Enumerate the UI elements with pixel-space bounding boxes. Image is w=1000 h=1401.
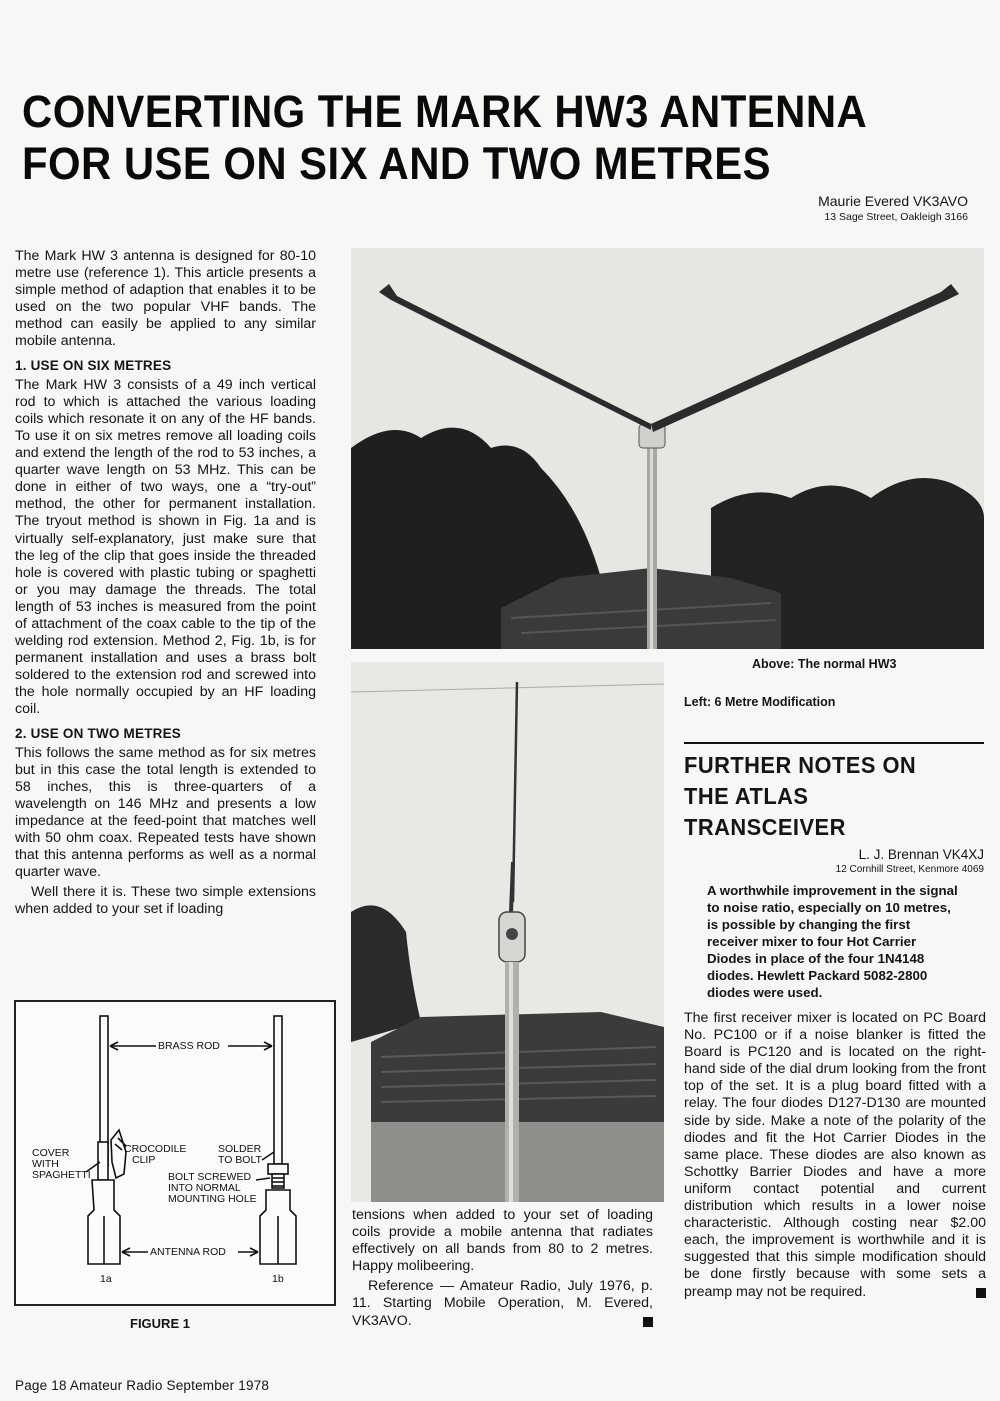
- article-title-line1: CONVERTING THE MARK HW3 ANTENNA: [22, 86, 868, 137]
- section2-paragraph: This follows the same method as for six metres but in this case the total length is extended to 58 inches, this is three-quarters of a wavelength on 146 MHz and presents a low impedance at the feed-point that matches well with 50 ohm coax. Repeated tests have shown that this antenna performs as well as a normal quarter wave.: [15, 744, 316, 881]
- sidebar-title-line2: THE ATLAS: [684, 783, 809, 809]
- section2-heading: 2. USE ON TWO METRES: [15, 725, 182, 741]
- middle-continuation: [352, 1207, 653, 1330]
- label-1b: 1b: [272, 1273, 284, 1285]
- author-name: Maurie Evered VK3AVO: [818, 193, 968, 209]
- photo-6m-modification: [351, 662, 664, 1202]
- article-title-line2: FOR USE ON SIX AND TWO METRES: [22, 138, 771, 189]
- label-croc-2: CLIP: [132, 1154, 156, 1166]
- label-solder-1: SOLDER: [218, 1143, 262, 1155]
- sidebar-body-paragraph: [684, 1010, 986, 1301]
- intro-paragraph: The Mark HW 3 antenna is designed for 80-10 metre use (reference 1). This article presents a simple method of adaption that enables it to be used on the two popular VHF bands. The method can easily be applied to any similar mobile antenna.: [15, 248, 316, 350]
- left-column: [15, 248, 316, 919]
- end-mark: [643, 1317, 653, 1327]
- sidebar-title-line1: FURTHER NOTES ON: [684, 752, 917, 778]
- sidebar-body-text: The first receiver mixer is located on PC Board No. PC100 or if a noise blanker is fitted the Board is PC120 and is located on the right-hand side of the dial drum looking from the front top of the set. It is a plug board fitted with a relay. The four diodes D127-D130 are mounted side by side. Make a note of the polarity of the diodes and fit the Hot Carrier Diodes in the same place. These diodes are also known as Schottky Barrier Diodes and have a more uniform contact potential and current distribution which results in a lower noise characteristic. Although costing near $2.00 each, the improvement is worthwhile and it is suggested that this simple modification should be done firstly because with some sets a preamp may not be required.: [684, 1010, 986, 1300]
- sidebar-lead: A worthwhile improvement in the signal to noise ratio, especially on 10 metres, is possible by changing the first receiver mixer to four Hot Carrier Diodes in place of the four 1N4148 diodes. Hewlett Packard 5082-2800 diodes were used.: [707, 883, 958, 1000]
- sidebar-author-name: L. J. Brennan VK4XJ: [858, 847, 984, 862]
- photo-normal-hw3: [351, 248, 984, 649]
- continued-paragraph: tensions when added to your set of loading coils provide a mobile antenna that radiates effectively on all bands from 80 to 2 metres. Happy molibeering.: [352, 1207, 653, 1275]
- figure-1-caption: FIGURE 1: [130, 1316, 190, 1331]
- sidebar-byline: [836, 846, 984, 877]
- reference-text: Reference — Amateur Radio, July 1976, p. 11. Starting Mobile Operation, M. Evered, VK3AVO.: [352, 1278, 653, 1329]
- sidebar-body-column: [684, 1010, 986, 1301]
- sidebar-author-address: 12 Cornhill Street, Kenmore 4069: [835, 864, 984, 875]
- sidebar-end-mark: [976, 1288, 986, 1298]
- label-cover-2: WITH: [32, 1158, 59, 1170]
- author-address: 13 Sage Street, Oakleigh 3166: [824, 211, 968, 223]
- photo-normal-hw3-image: [351, 248, 984, 649]
- label-antenna-rod: ANTENNA ROD: [150, 1246, 226, 1258]
- label-cover-3: SPAGHETTI: [32, 1169, 91, 1181]
- figure-1-diagram: [14, 1000, 336, 1306]
- sidebar-title: [684, 750, 969, 843]
- caption-above: Above: The normal HW3: [752, 657, 897, 671]
- caption-left: Left: 6 Metre Modification: [684, 695, 836, 709]
- label-croc-1: CROCODILE: [124, 1143, 187, 1155]
- label-bolt-2: INTO NORMAL: [168, 1182, 241, 1194]
- label-cover-1: COVER: [32, 1147, 70, 1159]
- bolt-head: [268, 1164, 288, 1174]
- page-footer: Page 18 Amateur Radio September 1978: [15, 1378, 270, 1393]
- article-title: [22, 86, 915, 190]
- sidebar-rule: [684, 742, 984, 744]
- label-1a: 1a: [100, 1273, 112, 1285]
- brass-rod-right: [274, 1016, 282, 1164]
- label-solder-2: TO BOLT: [218, 1154, 262, 1166]
- section1-heading: 1. USE ON SIX METRES: [15, 357, 172, 373]
- label-brass-rod: BRASS ROD: [158, 1040, 220, 1052]
- article-byline: [818, 193, 968, 225]
- section1-paragraph: The Mark HW 3 consists of a 49 inch vertical rod to which is attached the various loading coils which resonate it on any of the HF bands. To use it on six metres remove all loading coils and extend the length of the rod to 53 inches, a quarter wave length on 53 MHz. This can be done in either of two ways, one a “try-out” method, the other for permanent installation. The tryout method is shown in Fig. 1a and is virtually self-explanatory, just make sure that the leg of the clip that goes inside the threaded hole is covered with plastic tubing or spaghetti or you may damage the threads. The total length of 53 inches is measured from the point of attachment of the coax cable to the tip of the welding rod extension. Method 2, Fig. 1b, is for permanent installation and uses a brass bolt soldered to the extension rod and screwed into the hole normally occupied by an HF loading coil.: [15, 376, 316, 718]
- closing-paragraph: Well there it is. These two simple extensions when added to your set if loading: [15, 884, 316, 918]
- label-bolt-3: MOUNTING HOLE: [168, 1193, 257, 1205]
- sidebar-title-line3: TRANSCEIVER: [684, 814, 846, 840]
- label-bolt-1: BOLT SCREWED: [168, 1171, 252, 1183]
- reference-paragraph: [352, 1278, 653, 1329]
- spaghetti-cover: [98, 1142, 108, 1180]
- photo-6m-modification-image: [351, 662, 664, 1202]
